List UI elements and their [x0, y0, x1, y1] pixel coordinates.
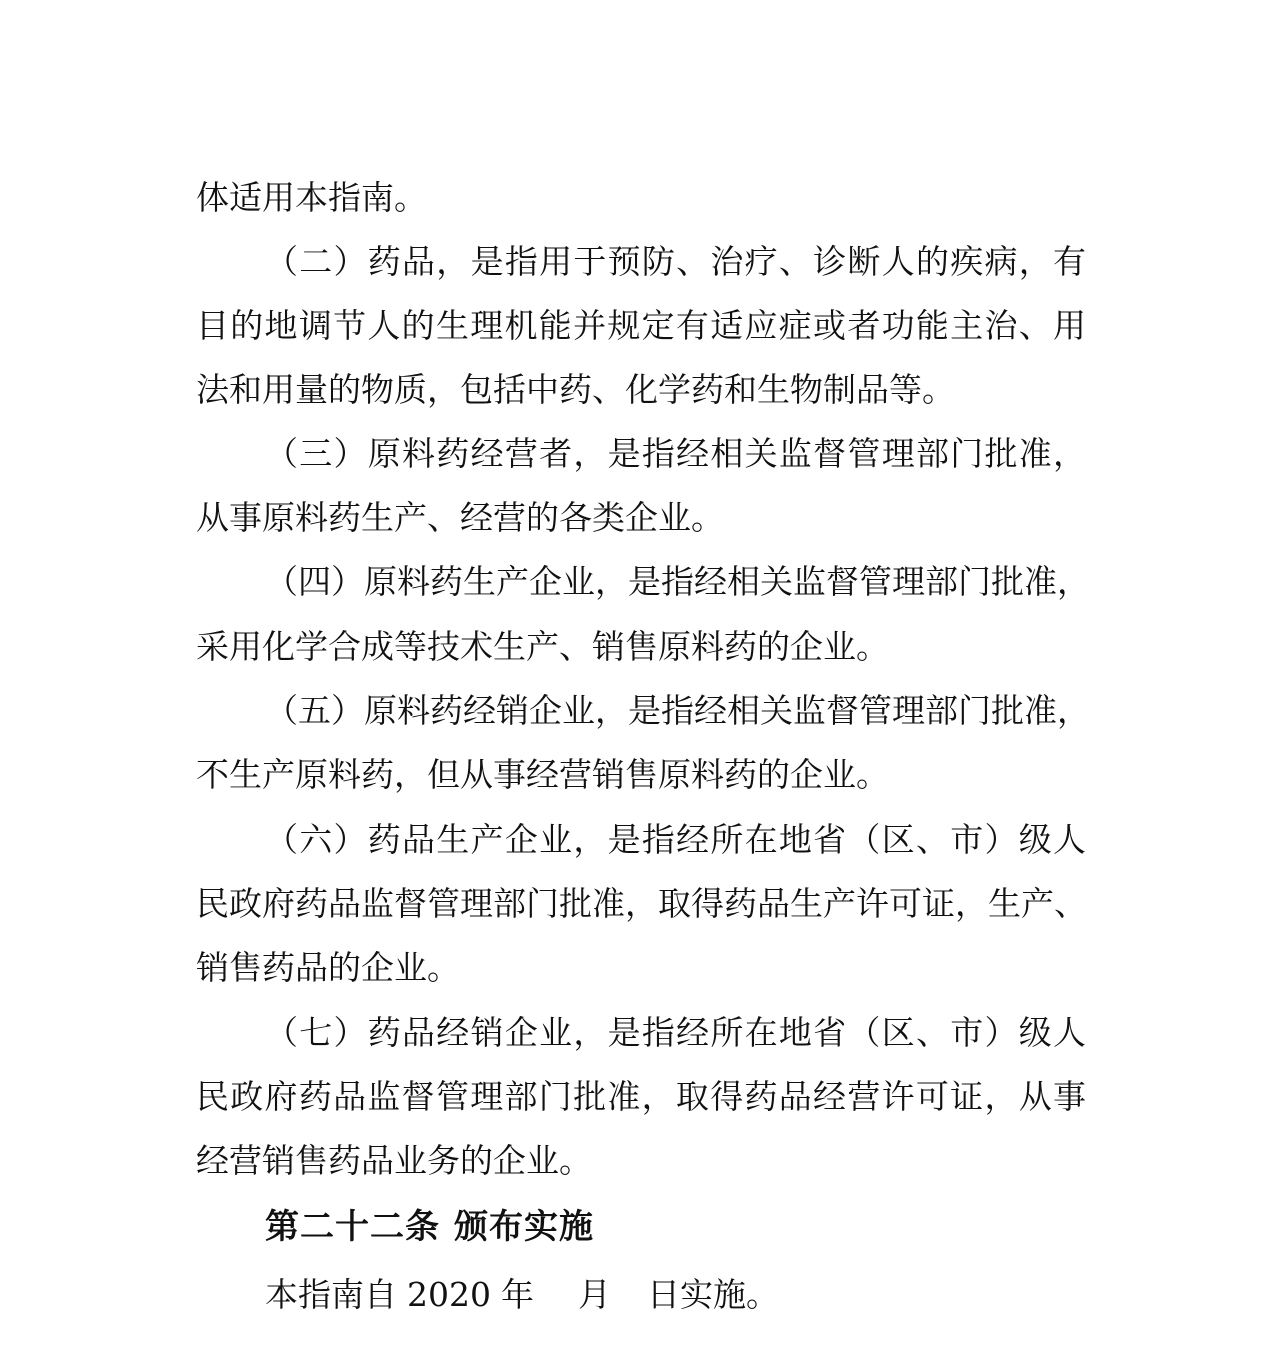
implementation-line — [265, 1273, 779, 1317]
paragraph-line: （四）原料药生产企业，是指经相关监督管理部门批准， — [265, 562, 1090, 601]
implementation-prefix: 本指南自 — [265, 1275, 397, 1314]
paragraph-line: 体适用本指南。 — [196, 178, 427, 217]
paragraph-line: （二）药品，是指用于预防、治疗、诊断人的疾病，有 — [265, 242, 1086, 281]
article-heading — [265, 1204, 594, 1250]
paragraph-line: （三）原料药经营者，是指经相关监督管理部门批准， — [265, 434, 1086, 473]
paragraph-line: （七）药品经销企业，是指经所在地省（区、市）级人 — [265, 1013, 1086, 1052]
paragraph-line: 经营销售药品业务的企业。 — [196, 1141, 592, 1180]
paragraph-line: 不生产原料药，但从事经营销售原料药的企业。 — [196, 755, 889, 794]
article-title: 颁布实施 — [454, 1207, 594, 1247]
implementation-month-unit: 月 — [577, 1275, 611, 1314]
paragraph-line: 民政府药品监督管理部门批准，取得药品生产许可证，生产、 — [196, 884, 1087, 923]
paragraph-line: 民政府药品监督管理部门批准，取得药品经营许可证，从事 — [196, 1077, 1086, 1116]
paragraph-line: （六）药品生产企业，是指经所在地省（区、市）级人 — [265, 820, 1086, 859]
implementation-day-suffix: 日实施。 — [646, 1275, 779, 1314]
implementation-year-unit: 年 — [500, 1275, 534, 1314]
paragraph-line: 采用化学合成等技术生产、销售原料药的企业。 — [196, 627, 889, 666]
paragraph-line: （五）原料药经销企业，是指经相关监督管理部门批准， — [265, 691, 1090, 730]
article-number: 第二十二条 — [265, 1207, 440, 1247]
paragraph-line: 销售药品的企业。 — [196, 948, 460, 987]
implementation-year: 2020 — [407, 1275, 491, 1314]
paragraph-line: 从事原料药生产、经营的各类企业。 — [196, 498, 724, 537]
paragraph-line: 法和用量的物质，包括中药、化学药和生物制品等。 — [196, 370, 955, 409]
paragraph-line: 目的地调节人的生理机能并规定有适应症或者功能主治、用 — [196, 306, 1086, 345]
